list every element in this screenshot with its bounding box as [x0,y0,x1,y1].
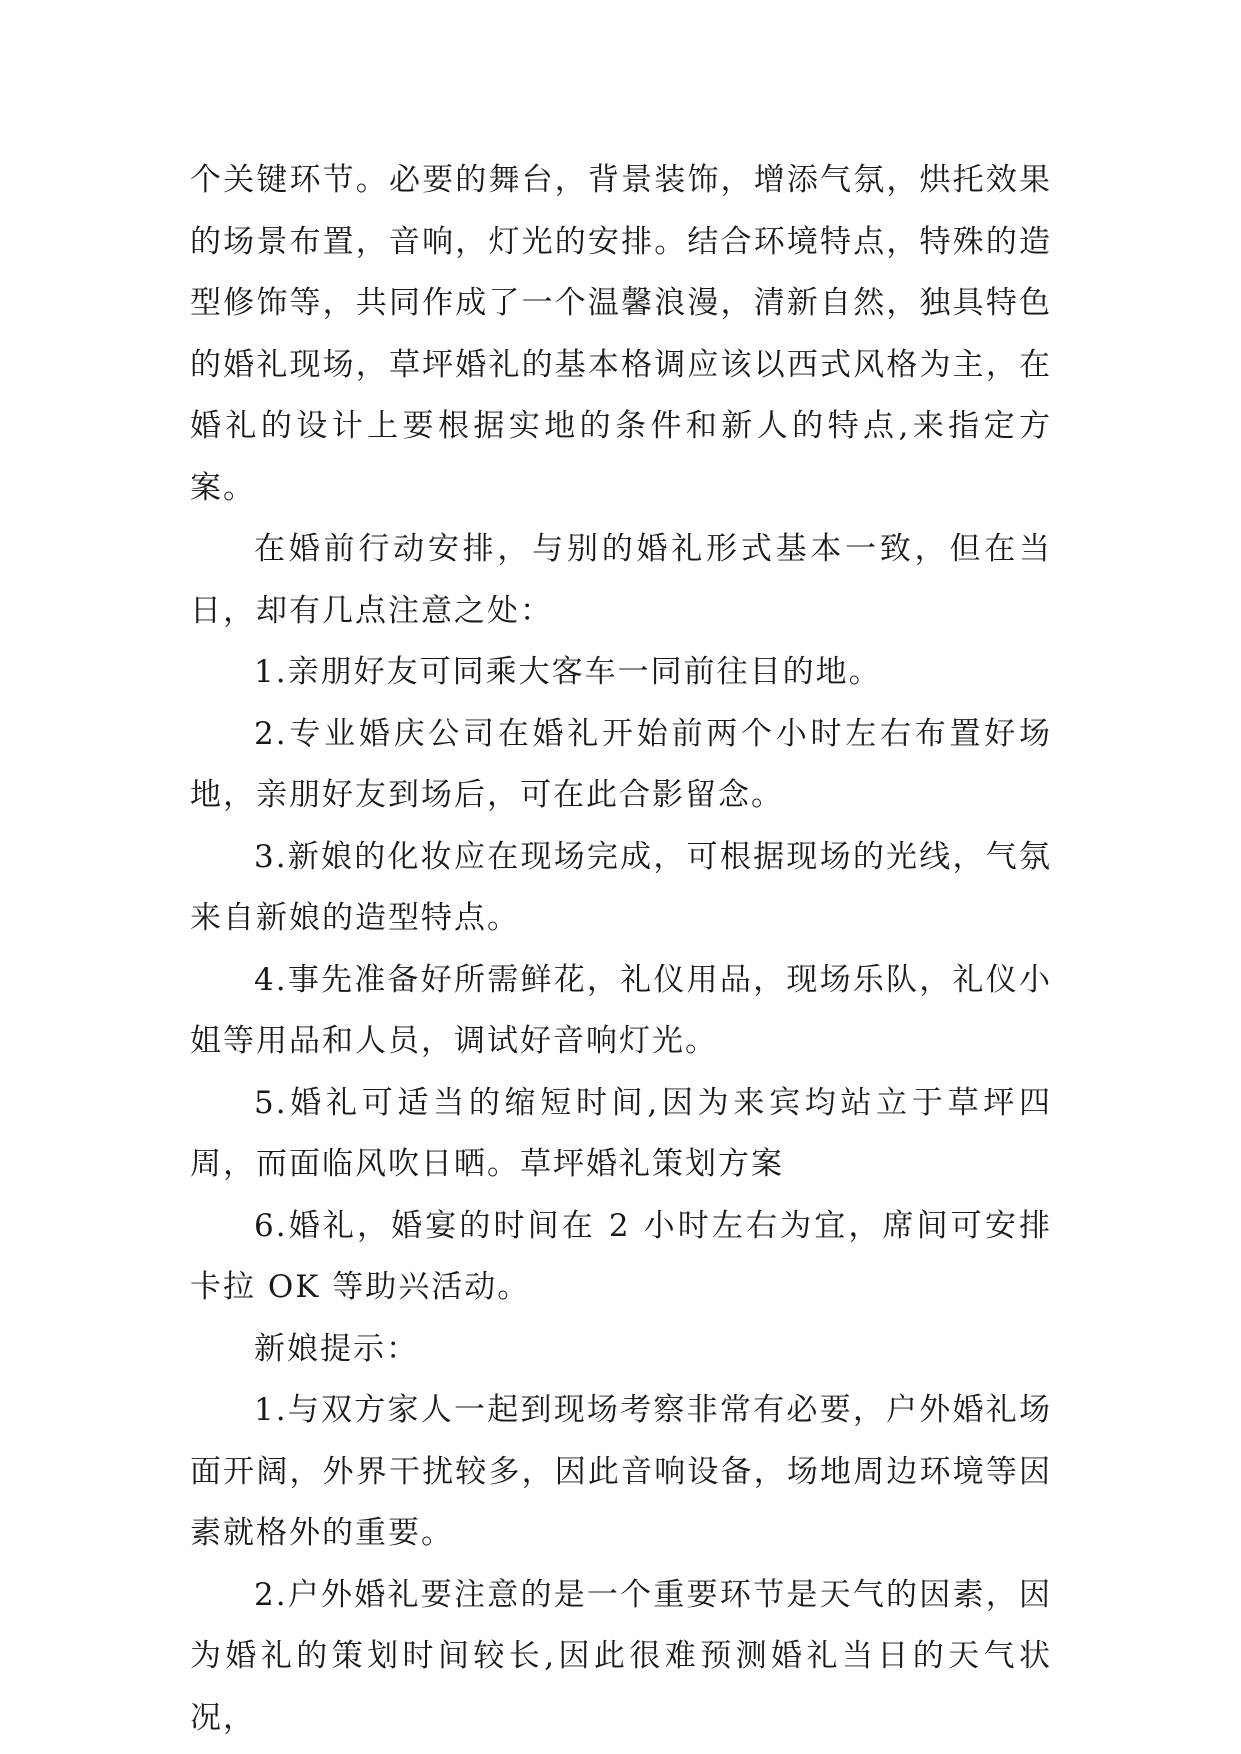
section-heading-bride-tips: 新娘提示： [254,1330,419,1367]
list-item-3: 3.新娘的化妆应在现场完成，可根据现场的光线，气氛来自新娘的造型特点。 [190,838,1052,936]
tip-item-1: 1.与双方家人一起到现场考察非常有必要，户外婚礼场面开阔，外界干扰较多，因此音响设备，场地周边环境等因素就格外的重要。 [190,1392,1052,1551]
list-item-6: 6.婚礼，婚宴的时间在 2 小时左右为宜，席间可安排卡拉 OK 等助兴活动。 [190,1207,1052,1305]
paragraph-continuation: 个关键环节。必要的舞台，背景装饰，增添气氛，烘托效果的场景布置，音响，灯光的安排。结合环境特点，特殊的造型修饰等，共同作成了一个温馨浪漫，清新自然，独具特色的婚礼现场，草坪婚礼的基本格调应该以西式风格为主，在婚礼的设计上要根据实地的条件和新人的特点,来指定方案。 [190,162,1052,506]
document-body [190,150,1052,1749]
list-item-1: 1.亲朋好友可同乘大客车一同前往目的地。 [254,654,882,690]
paragraph-pre-wedding-arrangements: 在婚前行动安排，与别的婚礼形式基本一致，但在当日，却有几点注意之处： [190,531,1052,629]
list-item-5: 5.婚礼可适当的缩短时间,因为来宾均站立于草坪四周，而面临风吹日晒。草坪婚礼策划方案 [190,1084,1052,1182]
list-item-4: 4.事先准备好所需鲜花，礼仪用品，现场乐队，礼仪小姐等用品和人员，调试好音响灯光。 [190,961,1052,1059]
list-item-2: 2.专业婚庆公司在婚礼开始前两个小时左右布置好场地，亲朋好友到场后，可在此合影留念。 [190,715,1052,813]
tip-item-2: 2.户外婚礼要注意的是一个重要环节是天气的因素，因为婚礼的策划时间较长,因此很难预测婚礼当日的天气状况， [190,1576,1052,1736]
